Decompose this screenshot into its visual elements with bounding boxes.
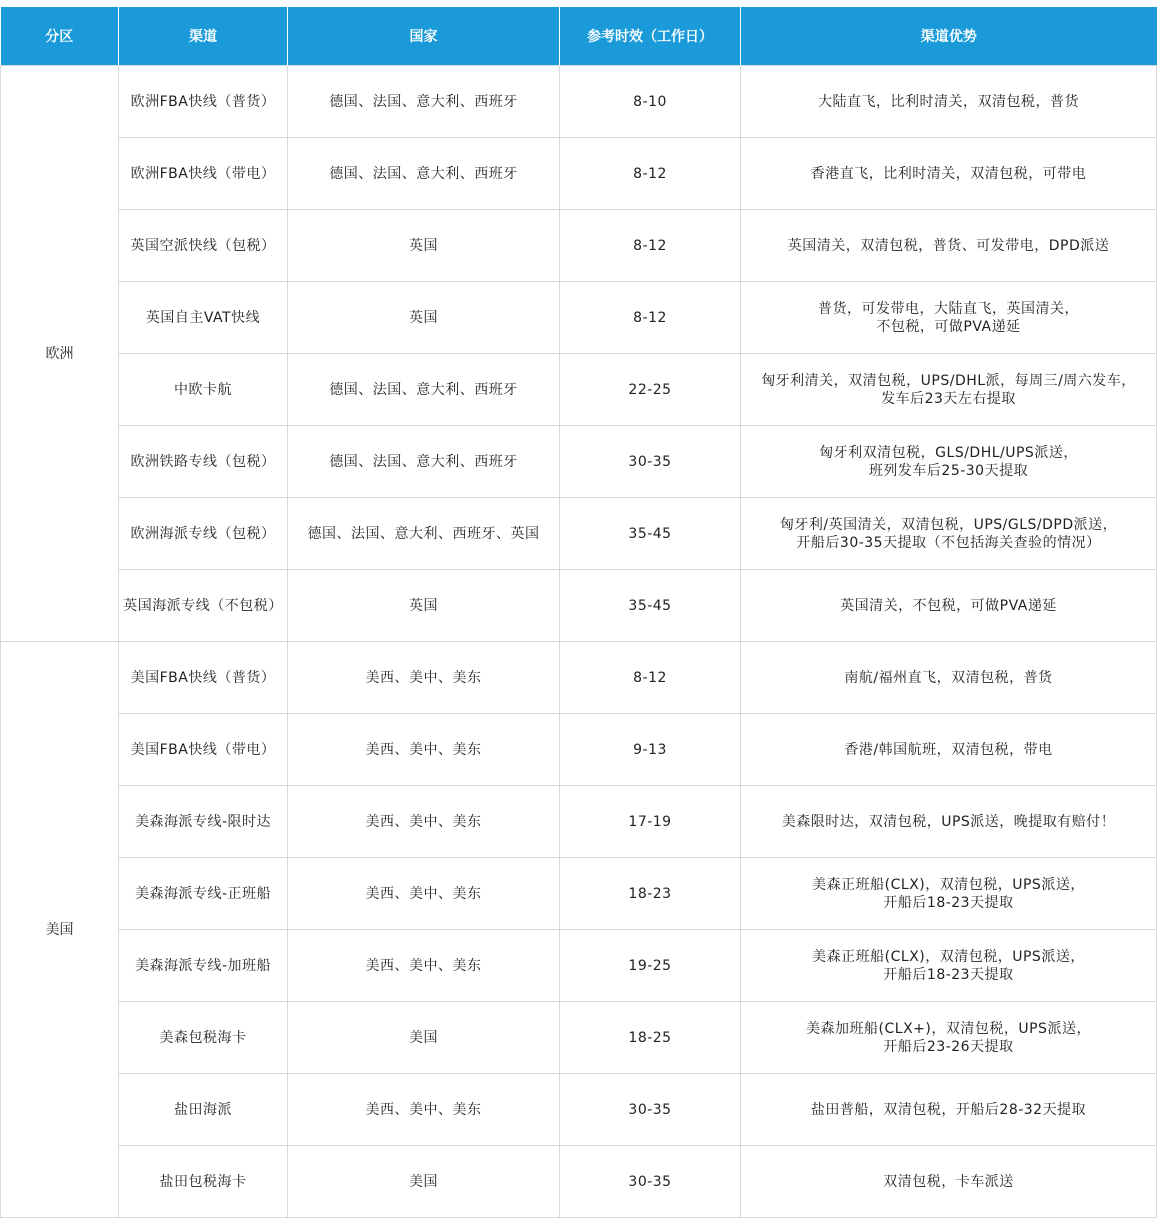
channel-cell: 美国FBA快线（普货） <box>119 642 288 714</box>
country-cell: 英国 <box>288 282 560 354</box>
channel-cell: 盐田海派 <box>119 1074 288 1146</box>
channel-table <box>0 7 1157 1218</box>
advantage-cell <box>741 426 1157 498</box>
days-cell: 18-23 <box>560 858 741 930</box>
advantage-cell <box>741 1002 1157 1074</box>
region-cell: 欧洲 <box>1 66 119 642</box>
channel-table-container <box>0 7 1156 1218</box>
advantage-line: 英国清关，双清包税，普货、可发带电，DPD派送 <box>787 237 1110 254</box>
days-cell: 17-19 <box>560 786 741 858</box>
country-cell: 美西、美中、美东 <box>288 858 560 930</box>
advantage-cell <box>741 210 1157 282</box>
advantage-cell <box>741 138 1157 210</box>
header-region: 分区 <box>1 7 119 66</box>
country-cell: 德国、法国、意大利、西班牙 <box>288 66 560 138</box>
country-cell: 美西、美中、美东 <box>288 714 560 786</box>
channel-cell: 美国FBA快线（带电） <box>119 714 288 786</box>
advantage-line: 盐田普船，双清包税，开船后28-32天提取 <box>810 1101 1087 1118</box>
channel-cell: 欧洲海派专线（包税） <box>119 498 288 570</box>
channel-cell: 中欧卡航 <box>119 354 288 426</box>
channel-cell: 英国海派专线（不包税） <box>119 570 288 642</box>
advantage-line: 南航/福州直飞，双清包税，普货 <box>844 669 1053 686</box>
days-cell: 35-45 <box>560 498 741 570</box>
advantage-cell <box>741 570 1157 642</box>
days-cell: 22-25 <box>560 354 741 426</box>
table-row <box>1 210 1157 282</box>
table-row <box>1 714 1157 786</box>
channel-cell: 美森海派专线-限时达 <box>119 786 288 858</box>
table-row <box>1 1074 1157 1146</box>
advantage-line: 开船后18-23天提取 <box>883 966 1014 983</box>
country-cell: 德国、法国、意大利、西班牙 <box>288 426 560 498</box>
country-cell: 德国、法国、意大利、西班牙 <box>288 138 560 210</box>
advantage-line: 开船后30-35天提取（不包括海关查验的情况） <box>796 534 1101 551</box>
advantage-line: 美森限时达，双清包税，UPS派送，晚提取有赔付！ <box>781 813 1116 830</box>
advantage-line: 班列发车后25-30天提取 <box>868 462 1029 479</box>
advantage-line: 匈牙利双清包税，GLS/DHL/UPS派送， <box>819 444 1078 461</box>
country-cell: 美西、美中、美东 <box>288 1074 560 1146</box>
table-row <box>1 786 1157 858</box>
advantage-cell <box>741 354 1157 426</box>
advantage-cell <box>741 498 1157 570</box>
country-cell: 美西、美中、美东 <box>288 642 560 714</box>
days-cell: 9-13 <box>560 714 741 786</box>
advantage-cell <box>741 282 1157 354</box>
days-cell: 8-12 <box>560 210 741 282</box>
table-row <box>1 858 1157 930</box>
advantage-line: 普货，可发带电，大陆直飞，英国清关， <box>818 300 1079 317</box>
channel-cell: 英国自主VAT快线 <box>119 282 288 354</box>
advantage-cell <box>741 786 1157 858</box>
country-cell: 美国 <box>288 1146 560 1218</box>
days-cell: 8-12 <box>560 282 741 354</box>
advantage-line: 美森加班船(CLX+)，双清包税，UPS派送， <box>806 1020 1091 1037</box>
table-body <box>1 66 1157 1218</box>
table-row <box>1 426 1157 498</box>
advantage-line: 不包税，可做PVA递延 <box>876 318 1021 335</box>
table-row <box>1 66 1157 138</box>
days-cell: 30-35 <box>560 1074 741 1146</box>
table-row <box>1 498 1157 570</box>
days-cell: 8-10 <box>560 66 741 138</box>
days-cell: 30-35 <box>560 426 741 498</box>
channel-cell: 美森海派专线-加班船 <box>119 930 288 1002</box>
advantage-line: 匈牙利/英国清关，双清包税，UPS/GLS/DPD派送， <box>779 516 1118 533</box>
days-cell: 35-45 <box>560 570 741 642</box>
channel-cell: 欧洲FBA快线（带电） <box>119 138 288 210</box>
advantage-cell <box>741 858 1157 930</box>
days-cell: 8-12 <box>560 642 741 714</box>
channel-cell: 盐田包税海卡 <box>119 1146 288 1218</box>
country-cell: 美西、美中、美东 <box>288 930 560 1002</box>
channel-cell: 美森包税海卡 <box>119 1002 288 1074</box>
advantage-line: 开船后18-23天提取 <box>883 894 1014 911</box>
table-row <box>1 138 1157 210</box>
table-row <box>1 1146 1157 1218</box>
country-cell: 德国、法国、意大利、西班牙 <box>288 354 560 426</box>
table-header-row <box>1 7 1157 66</box>
table-row <box>1 282 1157 354</box>
advantage-line: 匈牙利清关，双清包税，UPS/DHL派，每周三/周六发车， <box>761 372 1136 389</box>
header-country: 国家 <box>288 7 560 66</box>
header-channel: 渠道 <box>119 7 288 66</box>
country-cell: 美国 <box>288 1002 560 1074</box>
channel-cell: 欧洲FBA快线（普货） <box>119 66 288 138</box>
advantage-cell <box>741 930 1157 1002</box>
advantage-cell <box>741 1146 1157 1218</box>
advantage-line: 双清包税，卡车派送 <box>883 1173 1014 1190</box>
advantage-cell <box>741 1074 1157 1146</box>
advantage-line: 美森正班船(CLX)，双清包税，UPS派送， <box>812 948 1085 965</box>
header-advantage: 渠道优势 <box>741 7 1157 66</box>
country-cell: 英国 <box>288 570 560 642</box>
country-cell: 德国、法国、意大利、西班牙、英国 <box>288 498 560 570</box>
days-cell: 19-25 <box>560 930 741 1002</box>
channel-cell: 英国空派快线（包税） <box>119 210 288 282</box>
table-row <box>1 354 1157 426</box>
advantage-line: 英国清关，不包税，可做PVA递延 <box>840 597 1057 614</box>
advantage-cell <box>741 66 1157 138</box>
country-cell: 英国 <box>288 210 560 282</box>
advantage-line: 大陆直飞，比利时清关，双清包税，普货 <box>818 93 1079 110</box>
advantage-line: 发车后23天左右提取 <box>881 390 1016 407</box>
advantage-line: 开船后23-26天提取 <box>883 1038 1014 1055</box>
advantage-line: 香港直飞，比利时清关，双清包税，可带电 <box>810 165 1087 182</box>
channel-cell: 欧洲铁路专线（包税） <box>119 426 288 498</box>
advantage-cell <box>741 642 1157 714</box>
channel-cell: 美森海派专线-正班船 <box>119 858 288 930</box>
advantage-line: 香港/韩国航班，双清包税，带电 <box>844 741 1053 758</box>
table-row <box>1 1002 1157 1074</box>
header-days: 参考时效（工作日） <box>560 7 741 66</box>
table-row <box>1 642 1157 714</box>
days-cell: 18-25 <box>560 1002 741 1074</box>
days-cell: 8-12 <box>560 138 741 210</box>
table-row <box>1 930 1157 1002</box>
region-cell: 美国 <box>1 642 119 1218</box>
days-cell: 30-35 <box>560 1146 741 1218</box>
table-row <box>1 570 1157 642</box>
advantage-cell <box>741 714 1157 786</box>
country-cell: 美西、美中、美东 <box>288 786 560 858</box>
advantage-line: 美森正班船(CLX)，双清包税，UPS派送， <box>812 876 1085 893</box>
